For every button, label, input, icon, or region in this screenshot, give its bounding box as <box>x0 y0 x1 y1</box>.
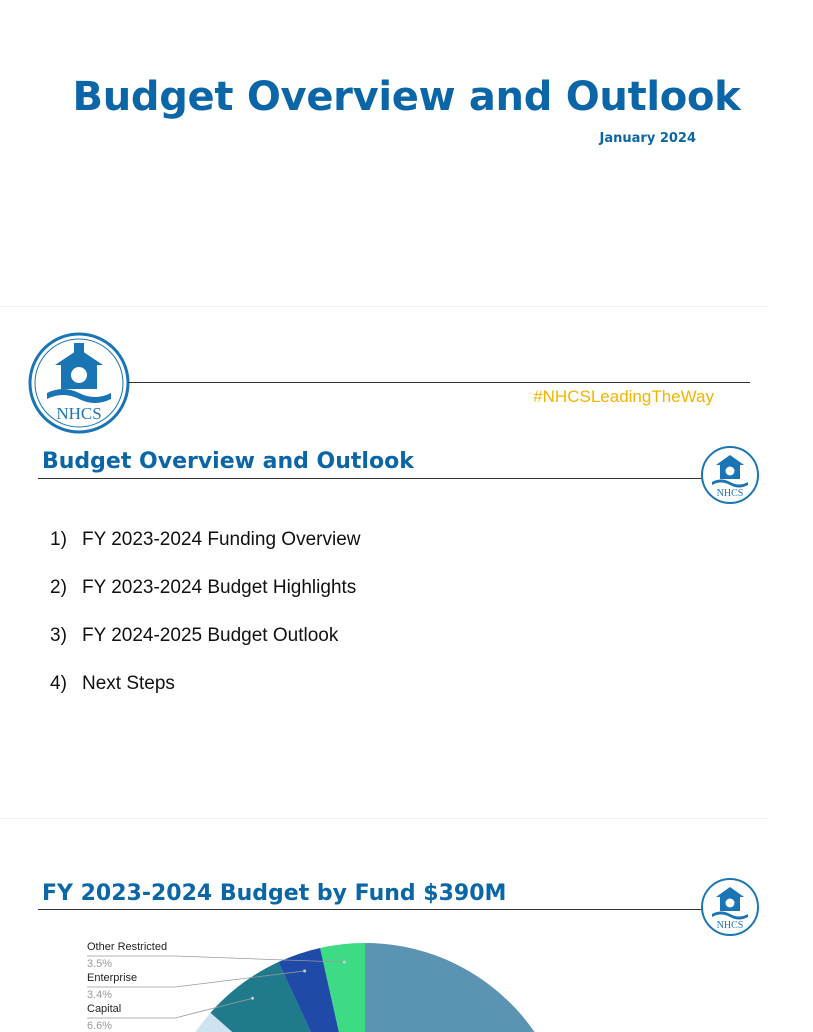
slice-label: Capital <box>87 1003 122 1015</box>
agenda-item: 2) FY 2023-2024 Budget Highlights <box>50 577 357 598</box>
nhcs-logo-icon <box>27 331 131 435</box>
svg-text:NHCS: NHCS <box>716 488 744 499</box>
header-rule <box>128 382 750 383</box>
leader-dot <box>303 969 306 972</box>
svg-text:NHCS: NHCS <box>56 404 102 423</box>
title-slide <box>0 0 768 306</box>
budget-by-fund-slide <box>0 818 768 1032</box>
agenda-item: 4) Next Steps <box>50 673 175 694</box>
title-rule <box>38 478 706 479</box>
hashtag-text: #NHCSLeadingTheWay <box>533 387 714 406</box>
budget-pie-chart <box>0 819 768 1025</box>
slice-percent: 3.4% <box>87 989 113 1001</box>
chart-title: FY 2023-2024 Budget by Fund $390M <box>42 881 507 906</box>
slice-label: Enterprise <box>87 972 138 984</box>
leader-dot <box>251 997 254 1000</box>
slide-title: Budget Overview and Outlook <box>72 74 741 120</box>
section-title: Budget Overview and Outlook <box>42 449 414 474</box>
agenda-item: 3) FY 2024-2025 Budget Outlook <box>50 625 339 646</box>
slice-percent: 6.6% <box>87 1020 113 1032</box>
agenda-slide <box>0 306 768 819</box>
agenda-item: 1) FY 2023-2024 Funding Overview <box>50 529 361 550</box>
svg-text:NHCS: NHCS <box>716 920 744 931</box>
slide-date: January 2024 <box>599 131 696 146</box>
agenda-list <box>50 529 360 721</box>
slice-percent: 3.5% <box>87 958 113 970</box>
slice-label: Other Restricted <box>87 941 168 953</box>
nhcs-small-logo-icon <box>700 445 760 505</box>
leader-dot <box>343 961 346 964</box>
pie-slice-other <box>365 943 571 1032</box>
